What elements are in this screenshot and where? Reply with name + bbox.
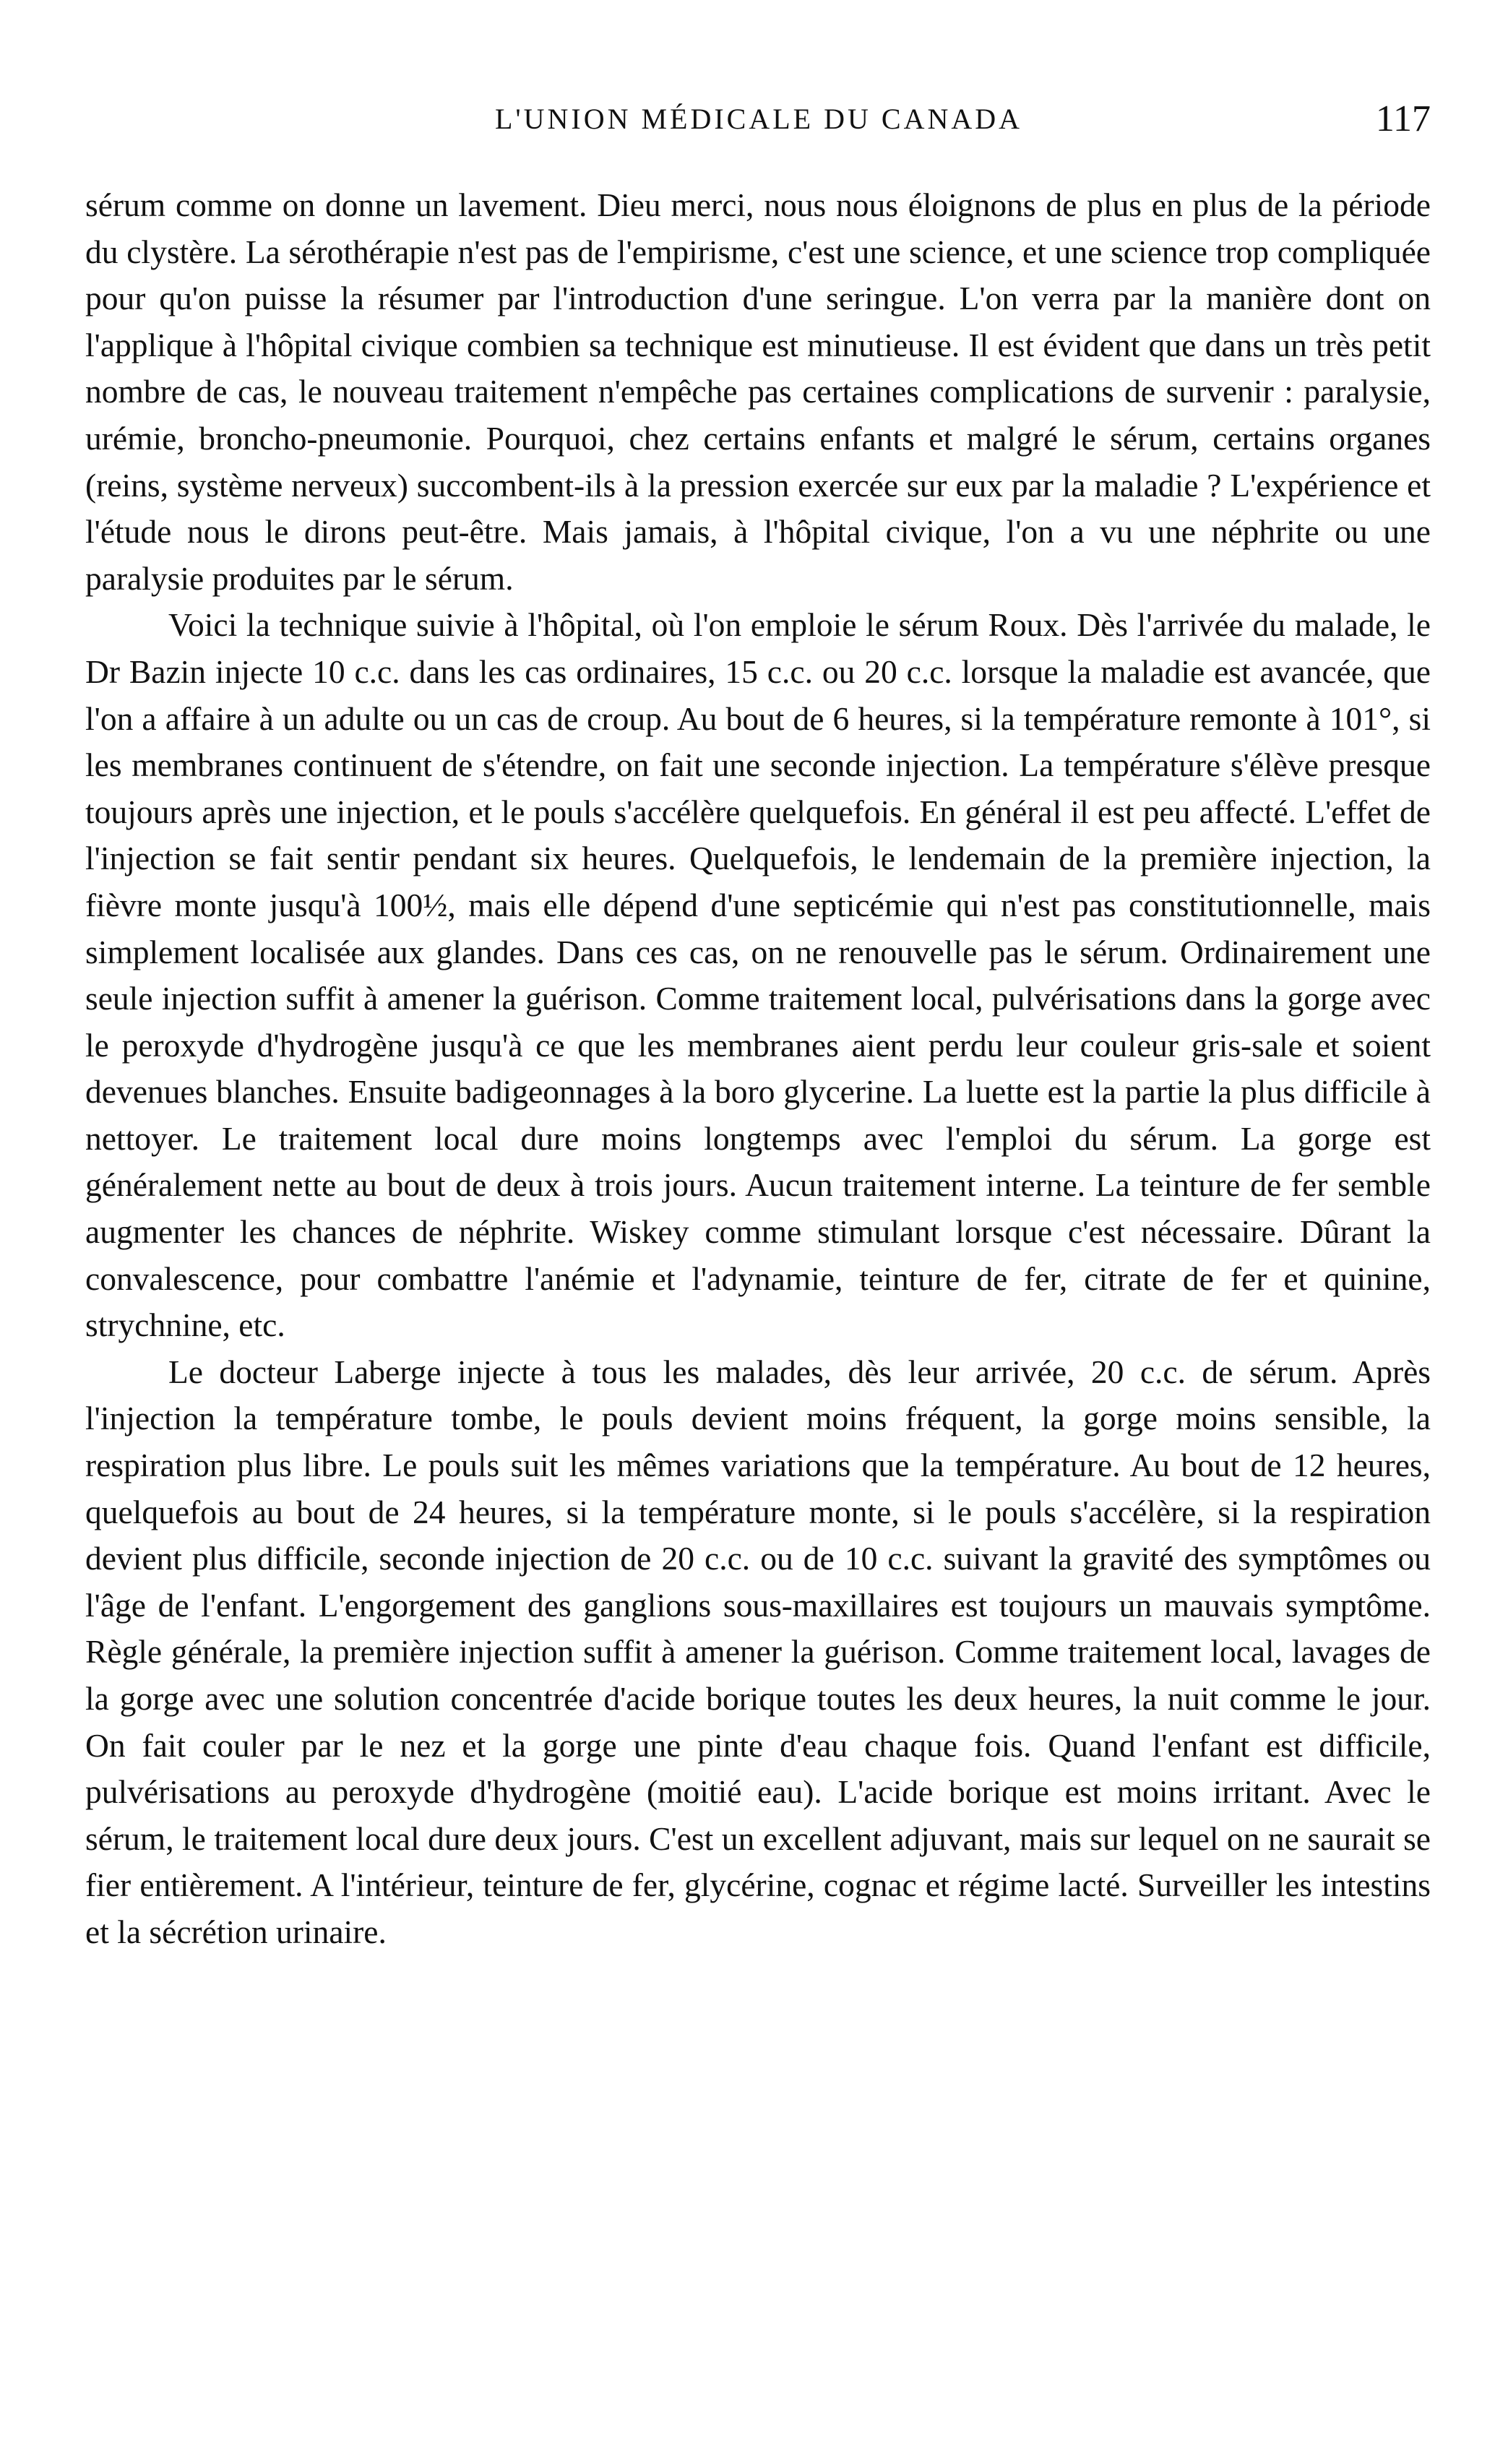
paragraph-continuation: sérum comme on donne un lavement. Dieu merci, nous nous éloignons de plus en plus de la période du clystère. La sérothérapie n'est pas de l'empirisme, c'est une science, et une science trop compliquée pour qu'on puisse la résumer par l'introduction d'une seringue. L'on verra par la manière dont on l'applique à l'hôpital civique combien sa technique est minutieuse. Il est évident que dans un très petit nombre de cas, le nouveau traitement n'empêche pas certaines complications de survenir : paralysie, urémie, broncho-pneumonie. Pourquoi, chez certains enfants et malgré le sérum, certains organes (reins, système nerveux) succombent-ils à la pression exercée sur eux par la maladie ? L'expérience et l'étude nous le dirons peut-être. Mais jamais, à l'hôpital civique, l'on a vu une néphrite ou une paralysie produites par le sérum. xyxy=(85,186,1431,597)
paragraph-technique-laberge: Le docteur Laberge injecte à tous les malades, dès leur arrivée, 20 c.c. de sérum. Après l'injection la température tombe, le pouls devient moins fréquent, la gorge moins sensible, la respiration plus libre. Le pouls suit les mêmes variations que la température. Au bout de 12 heures, quelquefois au bout de 24 heures, si la température monte, si le pouls s'accélère, si la respiration devient plus difficile, seconde injection de 20 c.c. ou de 10 c.c. suivant la gravité des symptômes ou l'âge de l'enfant. L'engorgement des ganglions sous-maxillaires est toujours un mauvais symptôme. Règle générale, la première injection suffit à amener la guérison. Comme traitement local, lavages de la gorge avec une solution concentrée d'acide borique toutes les deux heures, la nuit comme le jour. On fait couler par le nez et la gorge une pinte d'eau chaque fois. Quand l'enfant est difficile, pulvérisations au peroxyde d'hydrogène (moitié eau). L'acide borique est moins irritant. Avec le sérum, le traitement local dure deux jours. C'est un excellent adjuvant, mais sur lequel on ne saurait se fier entièrement. A l'intérieur, teinture de fer, glycérine, cognac et régime lacté. Surveiller les intestins et la sécrétion urinaire. xyxy=(85,1353,1431,1950)
body-text xyxy=(85,182,1431,1956)
page-number: 117 xyxy=(1375,98,1431,139)
running-head xyxy=(87,98,1431,148)
paragraph-technique-bazin: Voici la technique suivie à l'hôpital, où l'on emploie le sérum Roux. Dès l'arrivée du malade, le Dr Bazin injecte 10 c.c. dans les cas ordinaires, 15 c.c. ou 20 c.c. lorsque la maladie est avancée, que l'on a affaire à un adulte ou un cas de croup. Au bout de 6 heures, si la température remonte à 101°, si les membranes continuent de s'étendre, on fait une seconde injection. La température s'élève presque toujours après une injection, et le pouls s'accélère quelquefois. En général il est peu affecté. L'effet de l'injection se fait sentir pendant six heures. Quelquefois, le lendemain de la première injection, la fièvre monte jusqu'à 100½, mais elle dépend d'une septicémie qui n'est pas constitutionnelle, mais simplement localisée aux glandes. Dans ces cas, on ne renouvelle pas le sérum. Ordinairement une seule injection suffit à amener la guérison. Comme traitement local, pulvérisations dans la gorge avec le peroxyde d'hydrogène jusqu'à ce que les membranes aient perdu leur couleur gris-sale et soient devenues blanches. Ensuite badigeonnages à la boro glycerine. La luette est la partie la plus difficile à nettoyer. Le traitement local dure moins longtemps avec l'emploi du sérum. La gorge est généralement nette au bout de deux à trois jours. Aucun traitement interne. La teinture de fer semble augmenter les chances de néphrite. Wiskey comme stimulant lorsque c'est nécessaire. Dûrant la convalescence, pour combattre l'anémie et l'adynamie, teinture de fer, citrate de fer et quinine, strychnine, etc. xyxy=(85,606,1431,1344)
running-title: L'UNION MÉDICALE DU CANADA xyxy=(494,103,1023,135)
